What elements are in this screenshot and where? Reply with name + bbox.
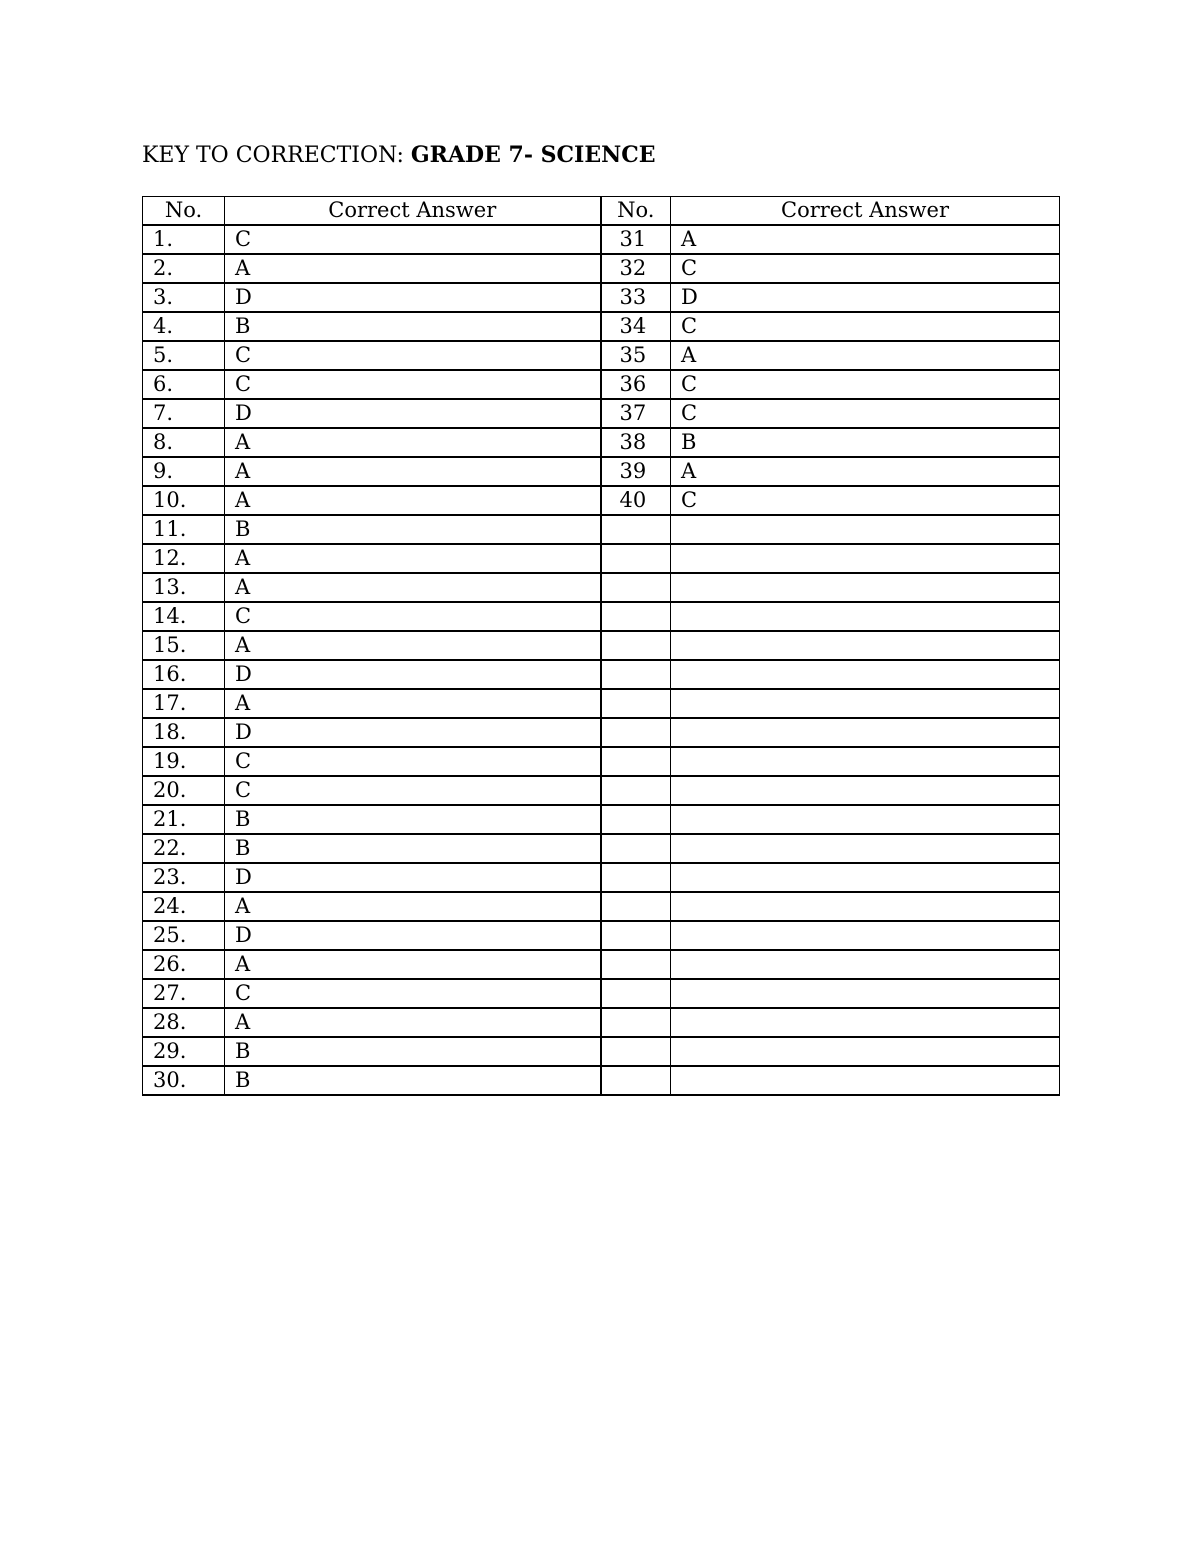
table-row: [143, 892, 1060, 921]
question-number-left: 14.: [143, 602, 225, 631]
table-row: [143, 486, 1060, 515]
correct-answer-right: [671, 689, 1060, 718]
correct-answer-left: D: [225, 863, 601, 892]
correct-answer-right: [671, 805, 1060, 834]
correct-answer-left: D: [225, 283, 601, 312]
correct-answer-right: [671, 892, 1060, 921]
correct-answer-left: C: [225, 341, 601, 370]
correct-answer-left: A: [225, 428, 601, 457]
correct-answer-right: [671, 747, 1060, 776]
table-row: [143, 921, 1060, 950]
table-row: [143, 428, 1060, 457]
correct-answer-right: [671, 1066, 1060, 1095]
question-number-right: [601, 1037, 671, 1066]
table-row: [143, 631, 1060, 660]
question-number-right: [601, 660, 671, 689]
question-number-right: [601, 1008, 671, 1037]
question-number-right: [601, 921, 671, 950]
correct-answer-right: A: [671, 341, 1060, 370]
correct-answer-right: C: [671, 486, 1060, 515]
correct-answer-right: [671, 1008, 1060, 1037]
correct-answer-right: [671, 602, 1060, 631]
correct-answer-left: D: [225, 921, 601, 950]
correct-answer-left: B: [225, 312, 601, 341]
question-number-right: [601, 950, 671, 979]
question-number-right: [601, 979, 671, 1008]
correct-answer-right: [671, 660, 1060, 689]
question-number-right: 40: [601, 486, 671, 515]
correct-answer-left: C: [225, 370, 601, 399]
question-number-left: 12.: [143, 544, 225, 573]
question-number-left: 18.: [143, 718, 225, 747]
answer-key-table: [142, 196, 1060, 1096]
question-number-left: 28.: [143, 1008, 225, 1037]
question-number-left: 2.: [143, 254, 225, 283]
question-number-right: 33: [601, 283, 671, 312]
correct-answer-right: [671, 776, 1060, 805]
question-number-right: 31: [601, 225, 671, 254]
correct-answer-left: C: [225, 602, 601, 631]
question-number-left: 25.: [143, 921, 225, 950]
correct-answer-left: C: [225, 225, 601, 254]
question-number-right: [601, 515, 671, 544]
table-row: [143, 283, 1060, 312]
correct-answer-right: [671, 544, 1060, 573]
question-number-right: [601, 1066, 671, 1095]
question-number-right: 32: [601, 254, 671, 283]
correct-answer-right: [671, 718, 1060, 747]
question-number-left: 22.: [143, 834, 225, 863]
table-row: [143, 457, 1060, 486]
table-row: [143, 1008, 1060, 1037]
table-row: [143, 979, 1060, 1008]
correct-answer-right: [671, 863, 1060, 892]
correct-answer-right: D: [671, 283, 1060, 312]
table-row: [143, 254, 1060, 283]
question-number-left: 10.: [143, 486, 225, 515]
question-number-right: [601, 689, 671, 718]
question-number-left: 3.: [143, 283, 225, 312]
table-row: [143, 544, 1060, 573]
question-number-right: [601, 747, 671, 776]
question-number-left: 20.: [143, 776, 225, 805]
table-row: [143, 660, 1060, 689]
table-header-row: [143, 197, 1060, 226]
header-answer-left: Correct Answer: [225, 197, 601, 226]
correct-answer-left: B: [225, 1037, 601, 1066]
table-row: [143, 341, 1060, 370]
question-number-left: 26.: [143, 950, 225, 979]
table-row: [143, 747, 1060, 776]
question-number-left: 21.: [143, 805, 225, 834]
question-number-left: 16.: [143, 660, 225, 689]
table-row: [143, 1066, 1060, 1095]
table-row: [143, 950, 1060, 979]
correct-answer-right: C: [671, 370, 1060, 399]
question-number-right: [601, 776, 671, 805]
table-row: [143, 834, 1060, 863]
title-emphasis: GRADE 7- SCIENCE: [410, 142, 656, 168]
question-number-left: 29.: [143, 1037, 225, 1066]
correct-answer-left: A: [225, 892, 601, 921]
question-number-left: 19.: [143, 747, 225, 776]
correct-answer-left: D: [225, 718, 601, 747]
table-row: [143, 515, 1060, 544]
correct-answer-left: A: [225, 573, 601, 602]
question-number-left: 24.: [143, 892, 225, 921]
question-number-right: 37: [601, 399, 671, 428]
correct-answer-left: B: [225, 805, 601, 834]
table-row: [143, 399, 1060, 428]
table-body: [143, 225, 1060, 1095]
question-number-right: [601, 573, 671, 602]
correct-answer-left: B: [225, 834, 601, 863]
title-prefix: KEY TO CORRECTION:: [142, 143, 411, 168]
header-answer-right: Correct Answer: [671, 197, 1060, 226]
correct-answer-left: A: [225, 689, 601, 718]
question-number-right: [601, 863, 671, 892]
correct-answer-left: A: [225, 254, 601, 283]
table-row: [143, 689, 1060, 718]
question-number-right: [601, 631, 671, 660]
question-number-right: 35: [601, 341, 671, 370]
question-number-left: 27.: [143, 979, 225, 1008]
question-number-right: [601, 892, 671, 921]
question-number-right: 34: [601, 312, 671, 341]
question-number-left: 6.: [143, 370, 225, 399]
correct-answer-left: A: [225, 950, 601, 979]
question-number-right: [601, 602, 671, 631]
question-number-left: 1.: [143, 225, 225, 254]
page-title: [142, 140, 655, 171]
correct-answer-right: [671, 631, 1060, 660]
table-row: [143, 225, 1060, 254]
correct-answer-right: A: [671, 457, 1060, 486]
correct-answer-right: [671, 1037, 1060, 1066]
table-row: [143, 602, 1060, 631]
correct-answer-left: B: [225, 1066, 601, 1095]
question-number-left: 4.: [143, 312, 225, 341]
correct-answer-left: A: [225, 486, 601, 515]
correct-answer-right: [671, 834, 1060, 863]
correct-answer-left: C: [225, 747, 601, 776]
table-row: [143, 1037, 1060, 1066]
table-row: [143, 805, 1060, 834]
correct-answer-right: [671, 979, 1060, 1008]
table-row: [143, 573, 1060, 602]
correct-answer-left: A: [225, 457, 601, 486]
question-number-left: 17.: [143, 689, 225, 718]
correct-answer-left: C: [225, 979, 601, 1008]
correct-answer-left: C: [225, 776, 601, 805]
correct-answer-right: B: [671, 428, 1060, 457]
correct-answer-left: D: [225, 660, 601, 689]
correct-answer-left: D: [225, 399, 601, 428]
table-row: [143, 863, 1060, 892]
question-number-left: 15.: [143, 631, 225, 660]
question-number-left: 8.: [143, 428, 225, 457]
correct-answer-left: A: [225, 631, 601, 660]
table-row: [143, 312, 1060, 341]
table-row: [143, 718, 1060, 747]
correct-answer-right: C: [671, 399, 1060, 428]
correct-answer-left: A: [225, 544, 601, 573]
correct-answer-right: [671, 515, 1060, 544]
question-number-right: [601, 544, 671, 573]
correct-answer-right: A: [671, 225, 1060, 254]
question-number-left: 23.: [143, 863, 225, 892]
header-no-right: No.: [601, 197, 671, 226]
question-number-right: 39: [601, 457, 671, 486]
question-number-right: [601, 805, 671, 834]
question-number-left: 9.: [143, 457, 225, 486]
correct-answer-left: B: [225, 515, 601, 544]
correct-answer-right: C: [671, 312, 1060, 341]
table-row: [143, 370, 1060, 399]
question-number-right: 38: [601, 428, 671, 457]
question-number-right: 36: [601, 370, 671, 399]
correct-answer-right: [671, 921, 1060, 950]
correct-answer-right: [671, 573, 1060, 602]
correct-answer-right: C: [671, 254, 1060, 283]
table-row: [143, 776, 1060, 805]
question-number-right: [601, 834, 671, 863]
question-number-left: 30.: [143, 1066, 225, 1095]
correct-answer-left: A: [225, 1008, 601, 1037]
question-number-left: 11.: [143, 515, 225, 544]
question-number-left: 13.: [143, 573, 225, 602]
correct-answer-right: [671, 950, 1060, 979]
header-no-left: No.: [143, 197, 225, 226]
question-number-right: [601, 718, 671, 747]
question-number-left: 5.: [143, 341, 225, 370]
question-number-left: 7.: [143, 399, 225, 428]
